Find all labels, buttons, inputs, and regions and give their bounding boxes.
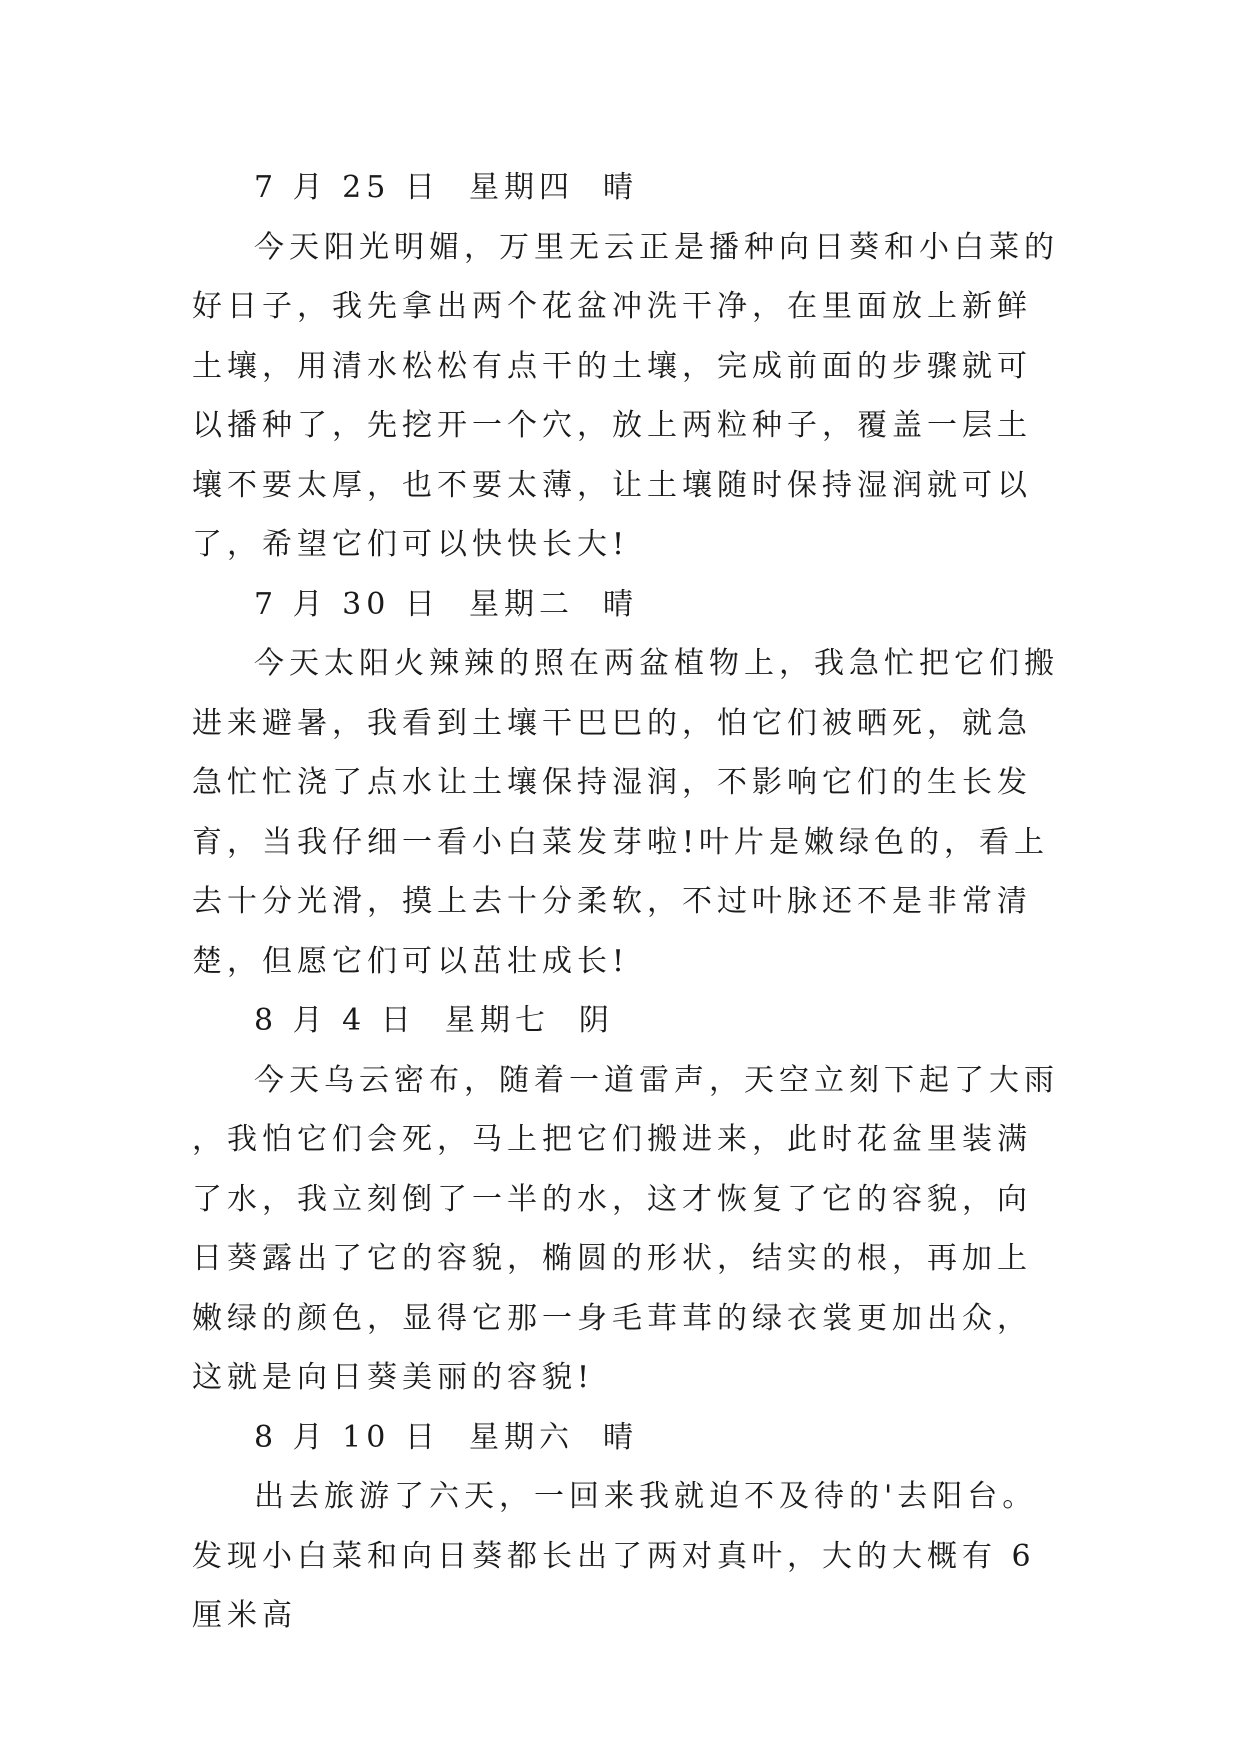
entry-body-paragraph: 今天太阳火辣辣的照在两盆植物上，我急忙把它们搬进来避暑，我看到土壤干巴巴的，怕它们被晒死，就急急忙忙浇了点水让土壤保持湿润，不影响它们的生长发育，当我仔细一看小白菜发芽啦!叶片是嫩绿色的，看上去十分光滑，摸上去十分柔软，不过叶脉还不是非常清楚，但愿它们可以茁壮成长! — [192, 646, 1059, 979]
entry-date-heading: 8 月 10 日 星期六 晴 — [254, 1419, 639, 1455]
diary-content — [192, 158, 1060, 1646]
entry-date-heading: 8 月 4 日 星期七 阴 — [254, 1003, 614, 1038]
entry-body-paragraph: 今天阳光明媚，万里无云正是播种向日葵和小白菜的好日子，我先拿出两个花盆冲洗干净，在里面放上新鲜土壤，用清水松松有点干的土壤，完成前面的步骤就可以播种了，先挖开一个穴，放上两粒种子，覆盖一层土壤不要太厚，也不要太薄，让土壤随时保持湿润就可以了，希望它们可以快快长大! — [192, 229, 1059, 562]
entry-date-heading: 7 月 25 日 星期四 晴 — [254, 170, 639, 205]
entry-body-paragraph: 出去旅游了六天，一回来我就迫不及待的'去阳台。发现小白菜和向日葵都长出了两对真叶，大的大概有 6 厘米高 — [192, 1479, 1038, 1633]
entry-date-heading: 7 月 30 日 星期二 晴 — [254, 586, 639, 622]
entry-body-paragraph: 今天乌云密布，随着一道雷声，天空立刻下起了大雨，我怕它们会死，马上把它们搬进来，此时花盆里装满了水，我立刻倒了一半的水，这才恢复了它的容貌，向日葵露出了它的容貌，椭圆的形状，结实的根，再加上嫩绿的颜色，显得它那一身毛茸茸的绿衣裳更加出众，这就是向日葵美丽的容貌! — [192, 1062, 1059, 1395]
